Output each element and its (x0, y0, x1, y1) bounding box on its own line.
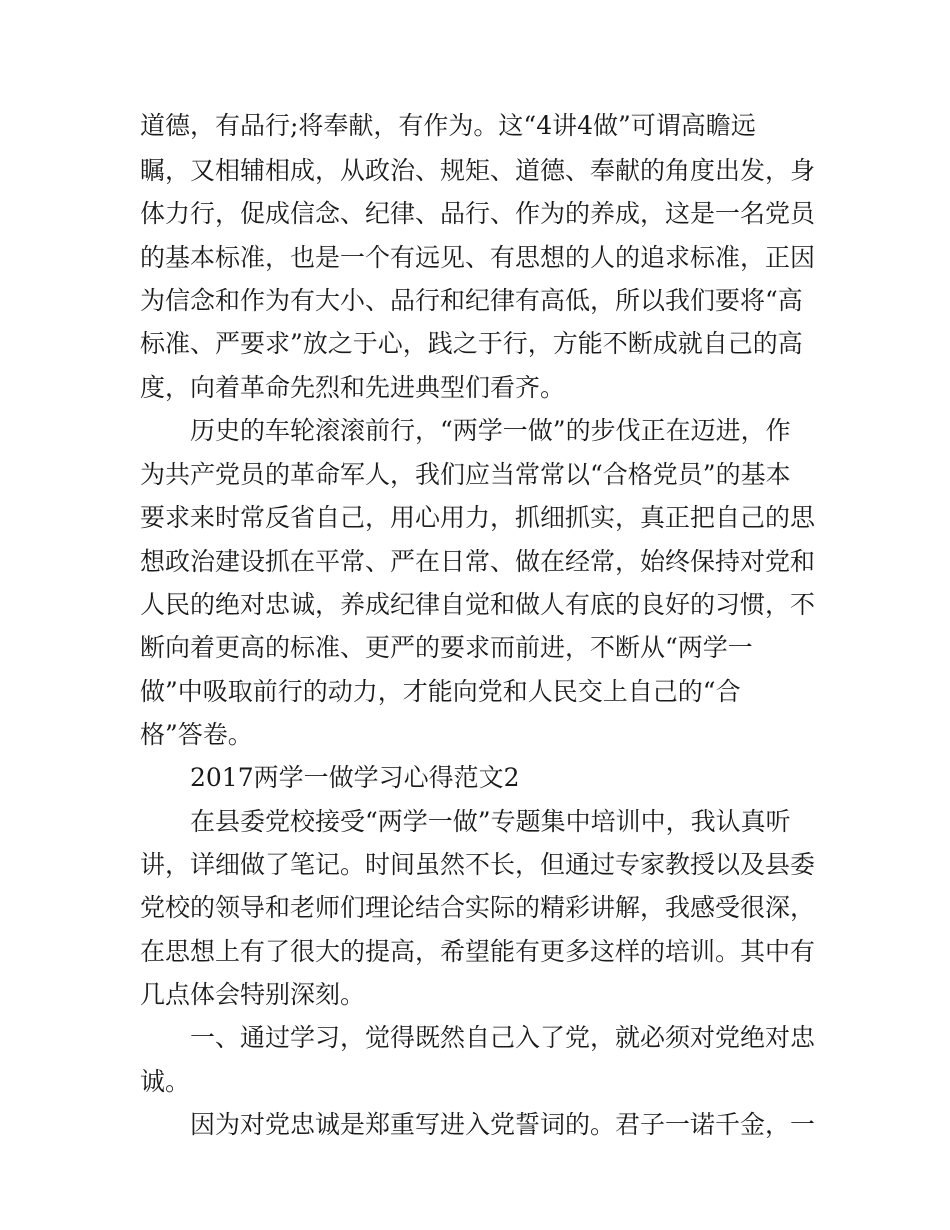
text-line: 几点体会特别深刻。 (140, 980, 366, 1009)
paragraph-start-line: 因为对党忠诚是郑重写进入党誓词的。君子一诺千金，一 (190, 1110, 816, 1139)
paragraph-start-line: 在县委党校接受“两学一做”专题集中培训中，我认真听 (190, 807, 791, 836)
text-line: 为信念和作为有大小、品行和纪律有高低，所以我们要将“高 (140, 286, 803, 315)
text-line: 格”答卷。 (140, 720, 253, 749)
text-line: 度，向着革命先烈和先进典型们看齐。 (140, 373, 566, 402)
text-line: 标准、严要求”放之于心，践之于行，方能不断成就自己的高 (140, 329, 803, 358)
text-line: 讲，详细做了笔记。时间虽然不长，但通过专家教授以及县委 (140, 850, 816, 879)
text-line: 人民的绝对忠诚，养成纪律自觉和做人有底的良好的习惯，不 (140, 590, 816, 619)
text-line: 为共产党员的革命军人，我们应当常常以“合格党员”的基本 (140, 460, 791, 489)
text-line: 党校的领导和老师们理论结合实际的精彩讲解，我感受很深， (140, 893, 816, 922)
text-line: 做”中吸取前行的动力，才能向党和人民交上自己的“合 (140, 677, 741, 706)
text-line: 想政治建设抓在平常、严在日常、做在经常，始终保持对党和 (140, 547, 816, 576)
section-heading: 2017两学一做学习心得范文2 (190, 763, 520, 792)
text-line: 诚。 (140, 1067, 191, 1096)
paragraph-start-line: 历史的车轮滚滚前行，“两学一做”的步伐正在迈进，作 (190, 416, 791, 445)
text-line: 在思想上有了很大的提高，希望能有更多这样的培训。其中有 (140, 937, 816, 966)
paragraph-start-line: 一、通过学习，觉得既然自己入了党，就必须对党绝对忠 (190, 1023, 816, 1052)
text-line: 要求来时常反省自己，用心用力，抓细抓实，真正把自己的思 (140, 503, 816, 532)
text-line: 断向着更高的标准、更严的要求而前进，不断从“两学一 (140, 633, 753, 662)
text-line: 道德，有品行;将奉献，有作为。这“4讲4做”可谓高瞻远 (140, 111, 756, 140)
text-line: 瞩，又相辅相成，从政治、规矩、道德、奉献的角度出发，身 (140, 156, 816, 185)
text-line: 体力行，促成信念、纪律、品行、作为的养成，这是一名党员 (140, 199, 816, 228)
text-line: 的基本标准，也是一个有远见、有思想的人的追求标准，正因 (140, 243, 816, 272)
